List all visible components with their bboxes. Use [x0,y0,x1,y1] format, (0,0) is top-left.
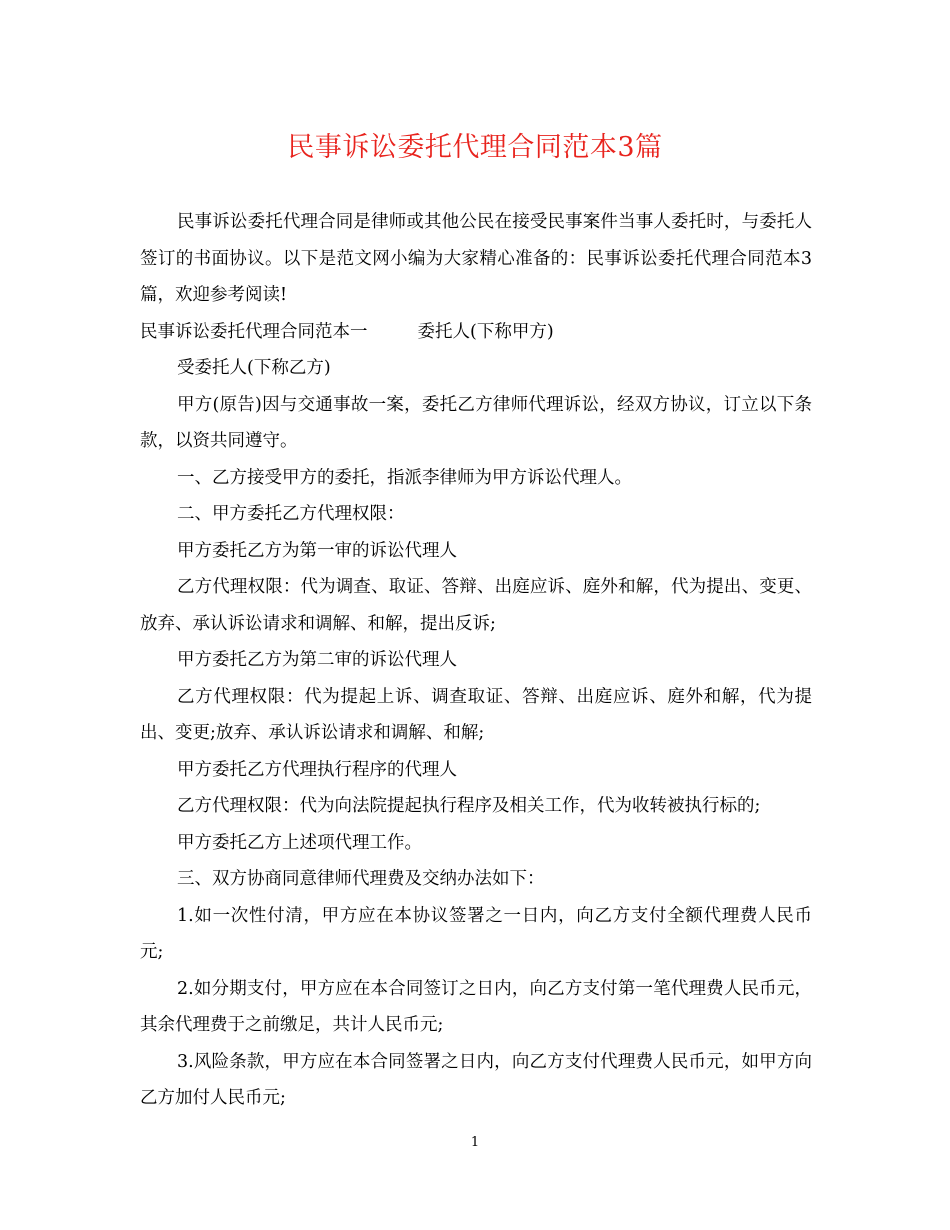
body-paragraph: 乙方代理权限：代为调查、取证、答辩、出庭应诉、庭外和解，代为提出、变更、放弃、承认诉讼请求和调解、和解，提出反诉; [140,577,812,634]
body-paragraph: 甲方委托乙方代理执行程序的代理人 [177,759,457,780]
body-paragraph: 一、乙方接受甲方的委托，指派李律师为甲方诉讼代理人。 [177,467,632,488]
body-paragraph: 甲方委托乙方上述项代理工作。 [177,832,422,853]
party-a-label: 委托人(下称甲方) [417,321,554,342]
body-paragraph: 2.如分期支付，甲方应在本合同签订之日内，向乙方支付第一笔代理费人民币元，其余代理费于之前缴足，共计人民币元; [140,978,812,1035]
section-heading: 民事诉讼委托代理合同范本一 [140,321,368,342]
body-paragraph: 甲方委托乙方为第一审的诉讼代理人 [177,540,457,561]
body-paragraph: 二、甲方委托乙方代理权限： [177,504,405,524]
body-paragraph: 甲方(原告)因与交通事故一案，委托乙方律师代理诉讼，经双方协议，订立以下条款，以资共同遵守。 [140,394,812,451]
body-paragraph: 乙方代理权限：代为向法院提起执行程序及相关工作，代为收转被执行标的; [177,796,761,816]
document-body [140,204,812,1117]
heading-spacer [368,314,418,351]
body-paragraph: 甲方委托乙方为第二审的诉讼代理人 [177,650,457,670]
page-number: 1 [470,1135,480,1150]
body-paragraph: 1.如一次性付清，甲方应在本协议签署之一日内，向乙方支付全额代理费人民币元; [140,905,812,962]
body-paragraph: 三、双方协商同意律师代理费及交纳办法如下： [177,869,545,889]
section-heading-row [140,314,812,351]
body-paragraph: 乙方代理权限：代为提起上诉、调查取证、答辩、出庭应诉、庭外和解，代为提出、变更;放弃、承认诉讼请求和调解、和解; [140,686,812,743]
body-paragraph: 3.风险条款，甲方应在本合同签署之日内，向乙方支付代理费人民币元，如甲方向乙方加付人民币元; [140,1051,812,1108]
intro-paragraph: 民事诉讼委托代理合同是律师或其他公民在接受民事案件当事人委托时，与委托人签订的书面协议。以下是范文网小编为大家精心准备的：民事诉讼委托代理合同范本3篇，欢迎参考阅读! [140,212,812,305]
party-b-label: 受委托人(下称乙方) [177,358,331,378]
document-title: 民事诉讼委托代理合同范本3篇 [287,132,663,163]
